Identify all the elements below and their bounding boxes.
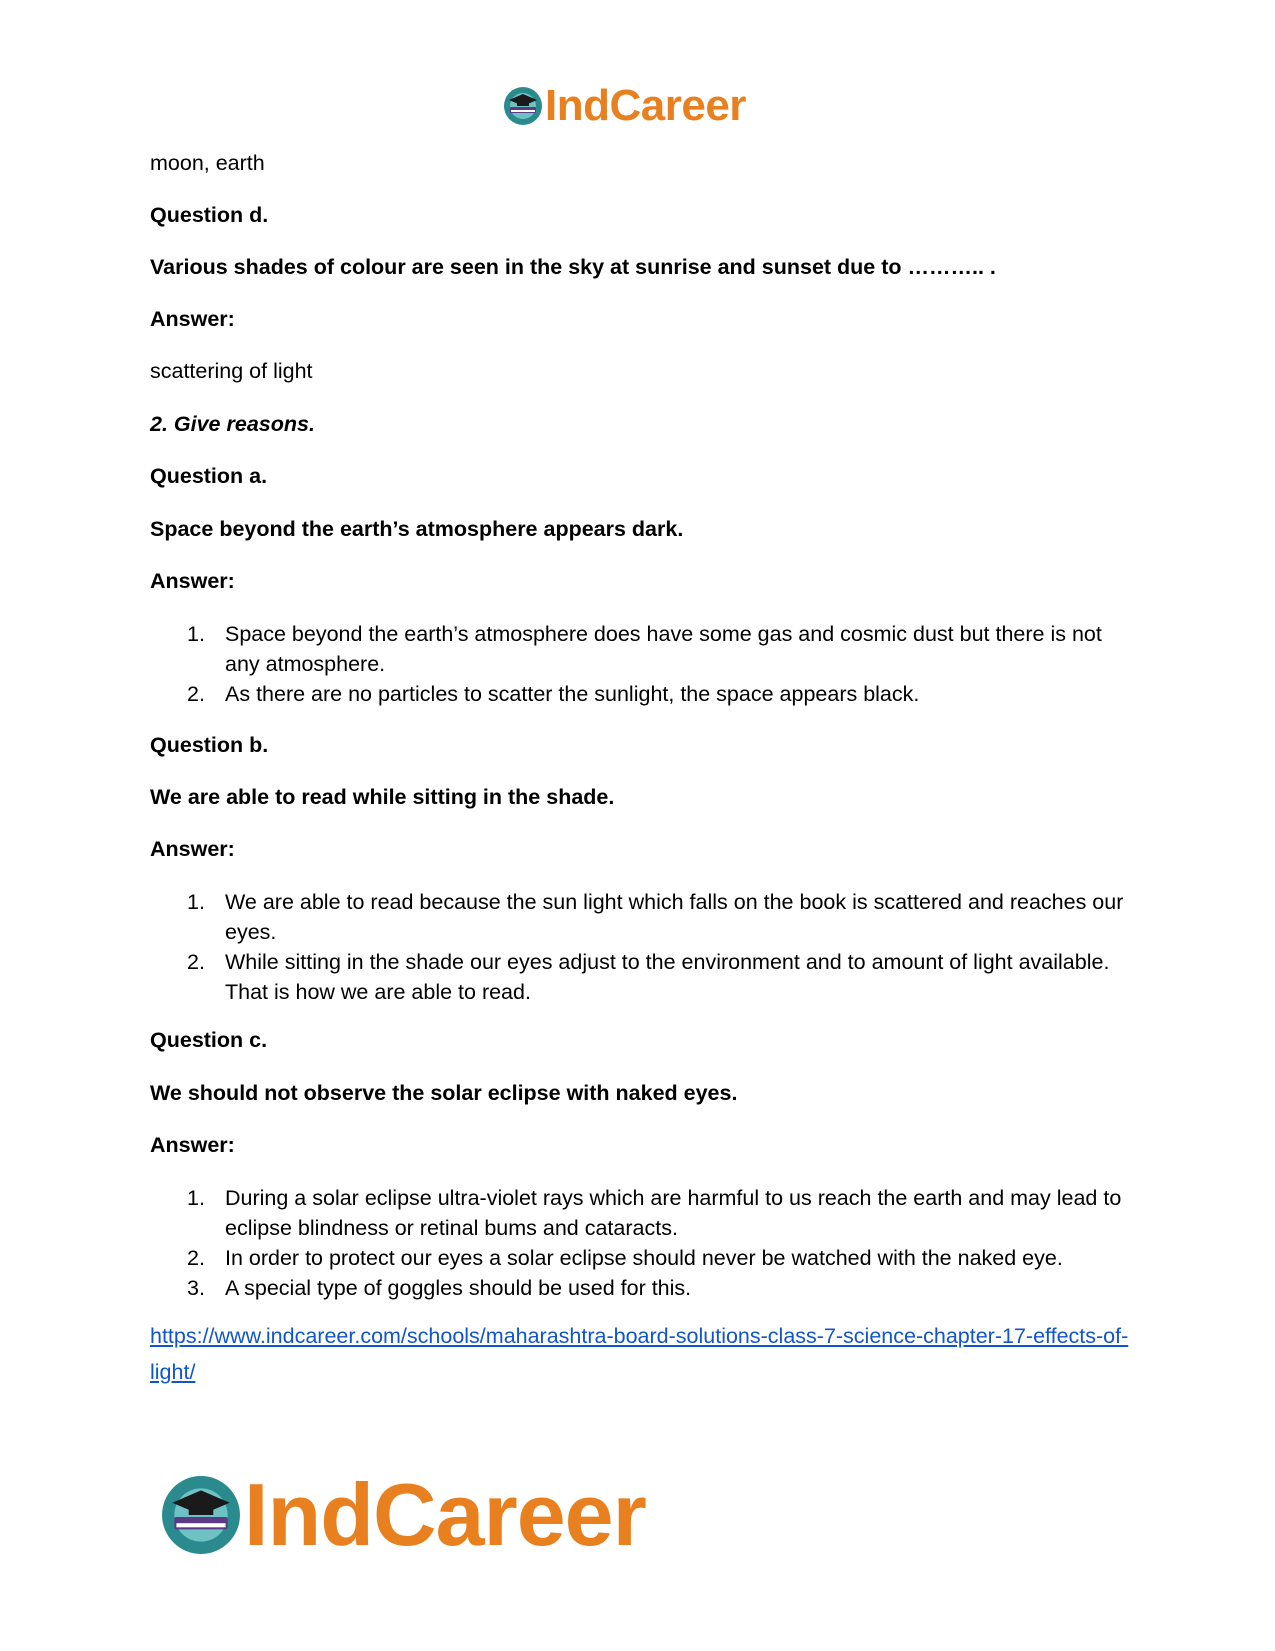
question-heading: Question d.: [150, 203, 269, 227]
list-item: 2. In order to protect our eyes a solar eclipse should never be watched with the naked eye.: [187, 1246, 1063, 1270]
graduation-book-icon: [503, 86, 543, 126]
question-heading: Question a.: [150, 464, 268, 488]
answer-label: Answer:: [150, 569, 235, 593]
question-text: Various shades of colour are seen in the sky at sunrise and sunset due to ……….. .: [150, 255, 996, 279]
answer-label: Answer:: [150, 307, 235, 331]
source-link[interactable]: https://www.indcareer.com/schools/maharashtra-board-solutions-class-7-science-chapter-17-effects-of-light/: [150, 1324, 1129, 1384]
graduation-book-icon: [160, 1474, 242, 1556]
list-item: 1. Space beyond the earth’s atmosphere does have some gas and cosmic dust but there is not any atmosphere.: [187, 622, 1102, 676]
answer-list: [150, 1183, 1130, 1303]
section-heading: 2. Give reasons.: [150, 412, 315, 436]
answer-text: scattering of light: [150, 359, 313, 383]
footer-logo: [160, 1465, 646, 1564]
answer-label: Answer:: [150, 1133, 235, 1157]
list-item: 2. While sitting in the shade our eyes adjust to the environment and to amount of light available. That is how we are able to read.: [187, 950, 1110, 1004]
answer-list: [150, 619, 1130, 709]
question-text: We should not observe the solar eclipse with naked eyes.: [150, 1081, 738, 1105]
answer-text: moon, earth: [150, 151, 265, 175]
list-item: 1. During a solar eclipse ultra-violet rays which are harmful to us reach the earth and may lead to eclipse blindness or retinal bums and cataracts.: [187, 1186, 1122, 1240]
question-heading: Question c.: [150, 1028, 268, 1052]
brand-name: IndCareer: [244, 1465, 646, 1564]
brand-name: IndCareer: [545, 81, 746, 130]
list-item: 1. We are able to read because the sun light which falls on the book is scattered and reaches our eyes.: [187, 890, 1124, 944]
question-text: We are able to read while sitting in the shade.: [150, 785, 615, 809]
header-logo: [503, 80, 746, 132]
question-heading: Question b.: [150, 733, 269, 757]
list-item: 3. A special type of goggles should be used for this.: [187, 1276, 692, 1300]
answer-label: Answer:: [150, 837, 235, 861]
list-item: 2. As there are no particles to scatter the sunlight, the space appears black.: [187, 682, 920, 706]
answer-list: [150, 887, 1130, 1007]
question-text: Space beyond the earth’s atmosphere appears dark.: [150, 517, 684, 541]
